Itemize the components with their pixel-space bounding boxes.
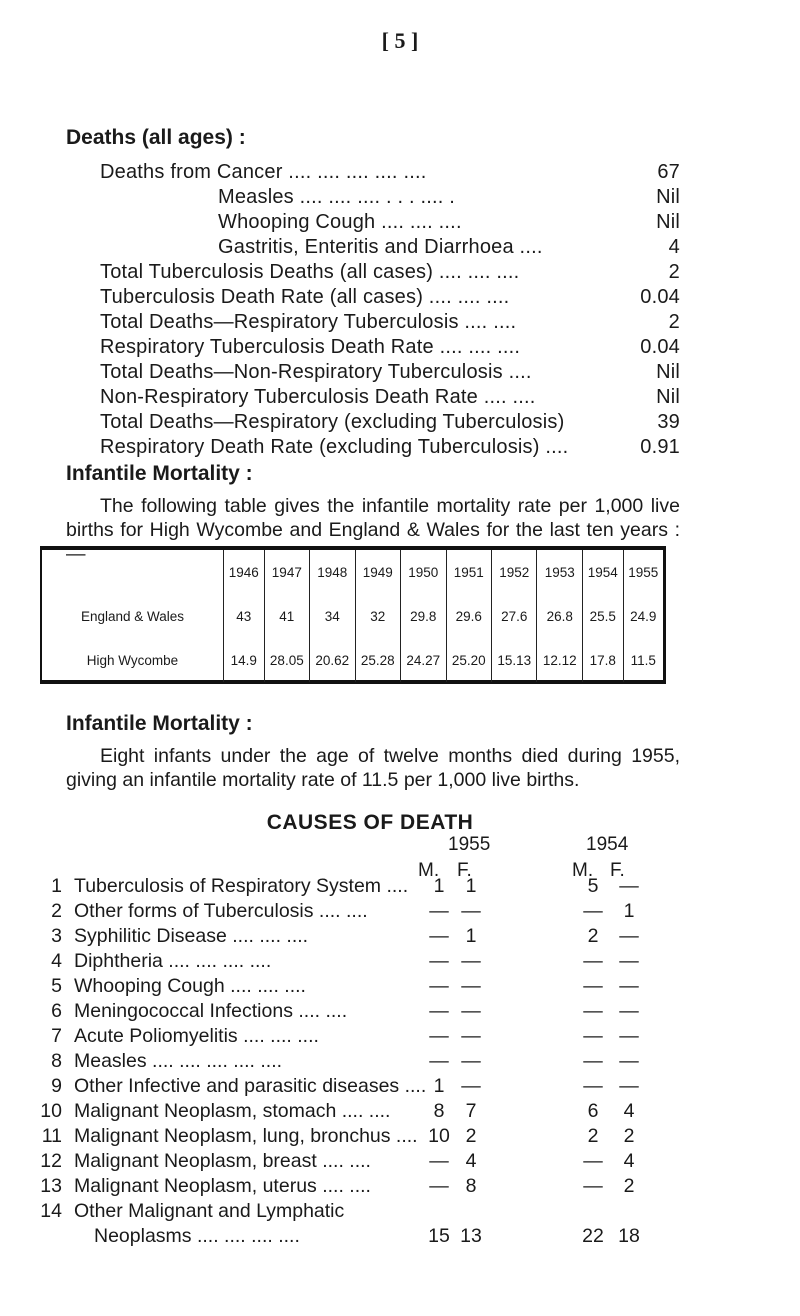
deaths-row-value: Nil [656,211,680,233]
cause-count: 2 [587,925,599,947]
table-year-header: 1950 [401,550,446,594]
causes-list [40,874,700,1249]
table-cell: 24.9 [623,594,663,638]
sex-m-1955: M. [418,860,440,881]
cause-count: — [583,1050,603,1072]
cause-count: — [429,900,449,922]
table-cell: 27.6 [492,594,537,638]
infantile-text-1: The following table gives the infantile mortality rate per 1,000 live births for High Wycombe and England & Wales for the last ten years :— [66,495,680,565]
cause-label: Acute Poliomyelitis .... .... .... [74,1025,319,1047]
cause-count: 2 [587,1125,599,1147]
cause-label: Whooping Cough .... .... .... [74,975,306,997]
cause-count: — [619,950,639,972]
cause-count: 2 [623,1125,635,1147]
cause-count: — [619,1075,639,1097]
page-number: [ 5 ] [381,28,419,53]
deaths-row-value: 2 [668,311,680,333]
deaths-row [100,385,680,410]
cause-number: 11 [41,1125,62,1147]
cause-label: Measles .... .... .... .... .... [74,1050,283,1072]
table-cell: 11.5 [623,638,663,682]
cause-label: Malignant Neoplasm, breast .... .... [74,1150,371,1172]
deaths-row [100,435,680,460]
deaths-row-label: Total Deaths—Respiratory Tuberculosis .... .... [100,311,517,333]
cause-row [40,1224,700,1249]
cause-count: — [461,900,481,922]
deaths-row-value: 39 [657,411,680,433]
cause-count: — [583,1150,603,1172]
deaths-list [100,160,680,460]
cause-number: 7 [51,1025,62,1047]
cause-count: — [619,1025,639,1047]
cause-count: — [461,1075,481,1097]
deaths-row-label: Non-Respiratory Tuberculosis Death Rate .... .... [100,386,536,408]
table-cell: 17.8 [582,638,623,682]
deaths-row [100,260,680,285]
cause-count: — [583,900,603,922]
table-row-label: England & Wales [80,608,185,624]
deaths-row [100,235,680,260]
cause-count: 6 [587,1100,599,1122]
cause-count: 2 [465,1125,477,1147]
causes-title: CAUSES OF DEATH [266,811,474,834]
table-corner-cell [42,550,224,594]
cause-count: — [619,1000,639,1022]
deaths-row-label: Total Tuberculosis Deaths (all cases) .... .... .... [100,261,520,283]
cause-row [40,1199,700,1224]
deaths-row-label: Respiratory Death Rate (excluding Tuberculosis) .... [100,436,569,458]
deaths-row [100,360,680,385]
deaths-row-label: Total Deaths—Respiratory (excluding Tuberculosis) [100,411,565,433]
deaths-row [100,335,680,360]
cause-label: Syphilitic Disease .... .... .... [74,925,309,947]
table-year-header: 1949 [355,550,400,594]
cause-number: 5 [51,975,62,997]
infantile-heading-1: Infantile Mortality : [66,462,253,485]
cause-count: 22 [582,1225,604,1247]
cause-count: 4 [465,1150,477,1172]
cause-count: 1 [465,925,477,947]
cause-count: — [429,1175,449,1197]
cause-count: — [461,1025,481,1047]
table-year-header: 1953 [537,550,582,594]
sex-f-1954: F. [610,860,625,881]
cause-count: 1 [433,875,445,897]
cause-number: 4 [51,950,62,972]
cause-count: — [619,1050,639,1072]
cause-count: — [429,1150,449,1172]
table-cell: 14.9 [224,638,265,682]
table-cell: 41 [264,594,309,638]
deaths-row-value: 4 [668,236,680,258]
deaths-row-label: Gastritis, Enteritis and Diarrhoea .... [218,236,543,258]
deaths-row-value: Nil [656,386,680,408]
cause-row [40,1174,700,1199]
deaths-heading: Deaths (all ages) : [66,126,246,149]
deaths-row-label: Tuberculosis Death Rate (all cases) .... .... .... [100,286,510,308]
cause-count: 13 [460,1225,482,1247]
table-cell: 25.5 [582,594,623,638]
cause-number: 2 [51,900,62,922]
cause-count: 1 [433,1075,445,1097]
cause-label: Other forms of Tuberculosis .... .... [74,900,368,922]
deaths-row [100,285,680,310]
table-year-header: 1948 [310,550,355,594]
cause-count: — [429,1025,449,1047]
table-row-label: High Wycombe [86,652,179,668]
deaths-row-value: 0.91 [640,436,680,458]
cause-count: 15 [428,1225,450,1247]
deaths-row [100,310,680,335]
table-year-header: 1947 [264,550,309,594]
deaths-row-value: Nil [656,186,680,208]
cause-count: — [583,1075,603,1097]
cause-count: — [619,875,639,897]
cause-count: — [583,975,603,997]
cause-label: Tuberculosis of Respiratory System .... [74,875,409,897]
cause-count: — [583,1025,603,1047]
cause-label: Meningococcal Infections .... .... [74,1000,348,1022]
infantile-heading-2: Infantile Mortality : [66,712,253,735]
cause-row [40,1149,700,1174]
cause-row [40,949,700,974]
table-row [42,638,663,682]
cause-row [40,924,700,949]
table-cell: 24.27 [401,638,446,682]
cause-label: Other Infective and parasitic diseases .... [74,1075,427,1097]
cause-count: — [461,1050,481,1072]
sex-f-1955: F. [457,860,472,881]
deaths-row-value: 67 [657,161,680,183]
table-year-header: 1954 [582,550,623,594]
cause-label: Diphtheria .... .... .... .... [74,950,272,972]
cause-count: 18 [618,1225,640,1247]
cause-row [40,999,700,1024]
cause-count: — [619,975,639,997]
cause-count: — [429,950,449,972]
table-year-header: 1946 [224,550,265,594]
table-cell: 34 [310,594,355,638]
cause-row [40,1099,700,1124]
table-cell: 26.8 [537,594,582,638]
table-year-header: 1955 [623,550,663,594]
cause-number: 14 [40,1200,62,1222]
deaths-row-value: Nil [656,361,680,383]
deaths-row [100,185,680,210]
deaths-row [100,410,680,435]
table-cell: 32 [355,594,400,638]
deaths-row-label: Deaths from Cancer .... .... .... .... .... [100,161,427,183]
cause-number: 1 [51,875,62,897]
cause-count: 7 [465,1100,477,1122]
cause-count: 1 [623,900,635,922]
table-cell: 25.20 [446,638,491,682]
cause-count: — [461,1000,481,1022]
deaths-row-label: Whooping Cough .... .... .... [218,211,462,233]
cause-row [40,1074,700,1099]
cause-count: 8 [465,1175,477,1197]
cause-number: 3 [51,925,62,947]
cause-label: Neoplasms .... .... .... .... [94,1225,300,1247]
deaths-row-value: 2 [668,261,680,283]
cause-count: 4 [623,1100,635,1122]
cause-row [40,974,700,999]
table-header-row [42,550,663,594]
table-cell: 25.28 [355,638,400,682]
year-1954: 1954 [586,834,629,855]
cause-count: 2 [623,1175,635,1197]
cause-count: 1 [465,875,477,897]
cause-count: 4 [623,1150,635,1172]
cause-number: 13 [40,1175,62,1197]
cause-row [40,1124,700,1149]
table-row [42,594,663,638]
infantile-text-2: Eight infants under the age of twelve months died during 1955, giving an infantile mortality rate of 11.5 per 1,000 live births. [66,745,680,791]
table-cell: 12.12 [537,638,582,682]
deaths-row [100,160,680,185]
cause-count: — [429,1050,449,1072]
cause-count: — [429,925,449,947]
cause-count: 8 [433,1100,445,1122]
cause-label: Other Malignant and Lymphatic [74,1200,345,1222]
year-1955: 1955 [448,834,491,855]
deaths-row-label: Respiratory Tuberculosis Death Rate .... .... .... [100,336,521,358]
cause-number: 12 [40,1150,62,1172]
table-cell: 15.13 [492,638,537,682]
deaths-row-label: Measles .... .... .... . . . .... . [218,186,456,208]
table-cell: 29.6 [446,594,491,638]
cause-count: — [583,1000,603,1022]
cause-row [40,899,700,924]
cause-count: — [429,1000,449,1022]
cause-count: 10 [428,1125,450,1147]
cause-label: Malignant Neoplasm, lung, bronchus .... [74,1125,418,1147]
table-cell: 28.05 [264,638,309,682]
cause-row [40,874,700,899]
cause-number: 10 [40,1100,62,1122]
cause-label: Malignant Neoplasm, uterus .... .... [74,1175,371,1197]
infantile-paragraph-2 [66,744,680,792]
cause-label: Malignant Neoplasm, stomach .... .... [74,1100,391,1122]
cause-count: — [461,975,481,997]
cause-row [40,1049,700,1074]
table-year-header: 1952 [492,550,537,594]
deaths-row-label: Total Deaths—Non-Respiratory Tuberculosis .... [100,361,532,383]
cause-count: — [461,950,481,972]
deaths-row-value: 0.04 [640,336,680,358]
table-cell: 43 [224,594,265,638]
cause-count: — [583,1175,603,1197]
cause-count: 5 [587,875,599,897]
deaths-row [100,210,680,235]
cause-count: — [429,975,449,997]
cause-number: 6 [51,1000,62,1022]
cause-number: 9 [51,1075,62,1097]
mortality-table [40,546,666,684]
cause-count: — [583,950,603,972]
sex-m-1954: M. [572,860,594,881]
cause-row [40,1024,700,1049]
table-cell: 20.62 [310,638,355,682]
table-cell: 29.8 [401,594,446,638]
table-year-header: 1951 [446,550,491,594]
cause-number: 8 [51,1050,62,1072]
cause-count: — [619,925,639,947]
deaths-row-value: 0.04 [640,286,680,308]
